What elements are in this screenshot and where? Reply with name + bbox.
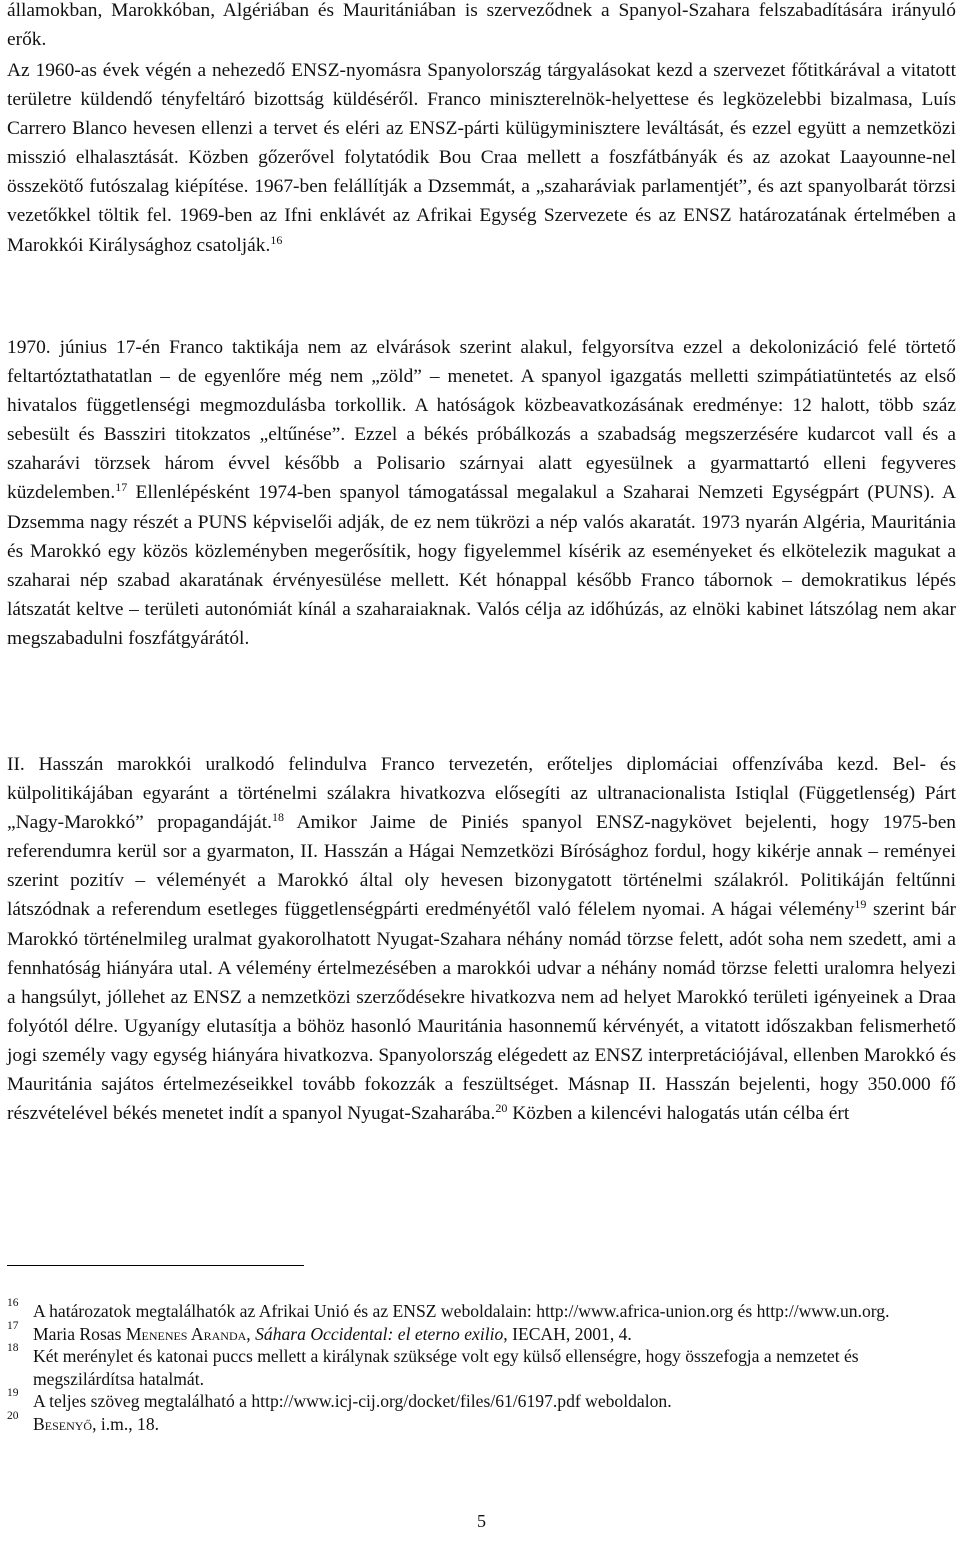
paragraph-text: államokban, Marokkóban, Algériában és Mauritániában is szerveződnek a Spanyol-Szahara felszabadítására irányuló erők. — [7, 0, 956, 51]
paragraph — [7, 750, 956, 1128]
footnote-text: Sáhara Occidental: el eterno exilio — [255, 1323, 504, 1344]
paragraph-text: Amikor Jaime de Piniés spanyol ENSZ-nagykövet bejelenti, hogy 1975-ben referendumra kerül sor a gyarmaton, II. Hasszán a Hágai Nemzetközi Bírósághoz fordul, hogy kikérje annak – reményei szerint pozitív – véleményét a Marokkó által oly hevesen bizonygatott történelmi szálakról. Politikáján feltűnni látszódnak a referendum esetleges függetlenségpárti eredményétől való félelem nyomai. A hágai vélemény — [7, 812, 956, 921]
paragraph — [7, 0, 956, 54]
footnote-text: , — [246, 1323, 256, 1344]
footnote-text: Menenes Aranda — [125, 1323, 247, 1344]
footnote-ref: 20 — [495, 1101, 508, 1116]
paragraph-text: II. Hasszán marokkói uralkodó felindulva Franco tervezetén, erőteljes diplomáciai offenzívába kezd. Bel- és külpolitikájában egyaránt a történelmi szálakra hivatkozva elősegíti az ultranacionalista Istiqlal (Függetlenség) Párt „Nagy-Marokkó” propagandáját. — [7, 754, 956, 834]
footnote-text: Két merénylet és katonai puccs mellett a királynak szüksége volt egy külső ellenségre, hogy összefogja a nemzetet és megszilárdítsa hatalmát. — [33, 1346, 859, 1389]
page-number: 5 — [477, 1511, 486, 1531]
footnote-ref: 16 — [270, 232, 283, 247]
footnote-text: , i.m., 18. — [92, 1413, 160, 1434]
footnote: 19 A teljes szöveg megtalálható a http://www.icj-cij.org/docket/files/61/6197.pdf weboldalon. — [7, 1387, 672, 1412]
paragraph-text: Az 1960-as évek végén a nehezedő ENSZ-nyomásra Spanyolország tárgyalásokat kezd a szervezet főtitkárával a vitatott területre küldendő tényfeltáró bizottság küldéséről. Franco miniszterelnök-helyettese és legközelebbi bizalmasa, Luís Carrero Blanco hevesen ellenzi a tervet és eléri az ENSZ-párti külügyminisztere leváltását, és ezzel együtt a nemzetközi misszió elhalasztását. Közben gőzerővel folytatódik Bou Craa mellett a foszfátbányák és az azokat Laayounne-nel összekötő futószalag kiépítése. 1967-ben felállítják a Dzsemmát, a „szaharáviak parlamentjét”, és azt spanyolbarát törzsi vezetőkkel töltik fel. 1969-ben az Ifni enklávét az Afrikai Egység Szervezete és az ENSZ határozatának értelmében a Marokkói Királysághoz csatolják. — [7, 60, 956, 256]
footnote-ref: 18 — [272, 810, 285, 825]
footnote-text: A határozatok megtalálhatók az Afrikai Unió és az ENSZ weboldalain: http://www.africa-union.org és http://www.un.org. — [33, 1301, 890, 1321]
footnote-ref: 19 — [854, 897, 867, 912]
footnote: 17 Maria Rosas Menenes Aranda, Sáhara Occidental: el eterno exilio, IECAH, 2001, 4. — [7, 1319, 632, 1344]
footnote: 20 Besenyő, i.m., 18. — [7, 1409, 160, 1434]
footnote-text: Besenyő — [33, 1413, 93, 1434]
footnote: 16 A határozatok megtalálhatók az Afrikai Unió és az ENSZ weboldalain: http://www.africa-union.org és http://www.un.org. — [7, 1297, 890, 1321]
footnote-separator — [7, 1265, 304, 1266]
paragraph-text: szerint bár Marokkó történelmileg uralmat gyakorolhatott Nyugat-Szahara néhány nomád törzse felett, adót soha nem szedett, ami a fennhatóság hiányára utal. A vélemény értelmezésében a marokkói udvar a néhány nomád törzse feletti uralomra helyezi a hangsúlyt, jóllehet az ENSZ a nemzetközi szerződésekre hivatkozva nem ad helyet Marokkó területi igényeinek a Draa folyótól délre. Ugyanígy elutasítja a böhöz hasonló Mauritánia hasonnemű kérvényét, a vitatott időszakban felismerhető jogi személy vagy egység hiányára hivatkozva. Spanyolország elégedett az ENSZ interpretációjával, ellenben Marokkó és Mauritánia sajátos értelmezéseikkel tovább fokozzák a feszültséget. Másnap II. Hasszán bejelenti, hogy 350.000 fő részvételével békés menetet indít a spanyol Nyugat-Szaharába. — [7, 899, 957, 1125]
paragraph-text: Közben a kilencévi halogatás után célba ért — [507, 1103, 850, 1125]
footnote-ref: 17 — [115, 480, 128, 495]
footnote: 18 Két merénylet és katonai puccs mellett a királynak szüksége volt egy külső ellenségre, hogy összefogja a nemzetet és megszilárdítsa hatalmát. — [7, 1342, 859, 1389]
paragraph — [7, 333, 956, 653]
footnote-text: A teljes szöveg megtalálható a http://www.icj-cij.org/docket/files/61/6197.pdf weboldalon. — [33, 1391, 672, 1412]
paragraph-text: 1970. június 17-én Franco taktikája nem az elvárások szerint alakul, felgyorsítva ezzel a dekolonizáció felé törtető feltartóztathatatlan – de egyenlőre még nem „zöld” – menetet. A spanyol igazgatás melletti szimpátiatüntetés az első hivatalos függetlenségi megmozdulásba torkollik. A hatóságok közbeavatkozásának eredménye: 12 halott, több száz sebesült és Bassziri titokzatos „eltűnése”. Ezzel a békés próbálkozás a szabadság megszerzésére kudarcot vall és a szaharávi törzsek három évvel később a Polisario szárnyai alatt egyesülnek a gyarmattartó elleni fegyveres küzdelemben. — [7, 337, 956, 504]
footnote-text: , IECAH, 2001, 4. — [503, 1323, 632, 1344]
footnotes-list — [7, 1297, 956, 1436]
paragraph-text: Ellenlépésként 1974-ben spanyol támogatással megalakul a Szaharai Nemzeti Egységpárt (PUNS). A Dzsemma nagy részét a PUNS képviselői adják, de ez nem tükrözi a nép valós akaratát. 1973 nyarán Algéria, Mauritánia és Marokkó egy közös közleményben megerősítik, hogy figyelemmel kísérik az eseményeket és elkötelezik magukat a szaharai nép szabad akaratának érvényesülése mellett. Két hónappal később Franco tábornok – demokratikus lépés látszatát keltve – területi autonómiát kínál a szaharaiaknak. Valós célja az időhúzás, az elnöki kabinet látszólag nem akar megszabadulni foszfátgyárától. — [7, 482, 956, 649]
paragraph — [7, 56, 956, 260]
footnote-text: Maria Rosas — [33, 1323, 126, 1344]
